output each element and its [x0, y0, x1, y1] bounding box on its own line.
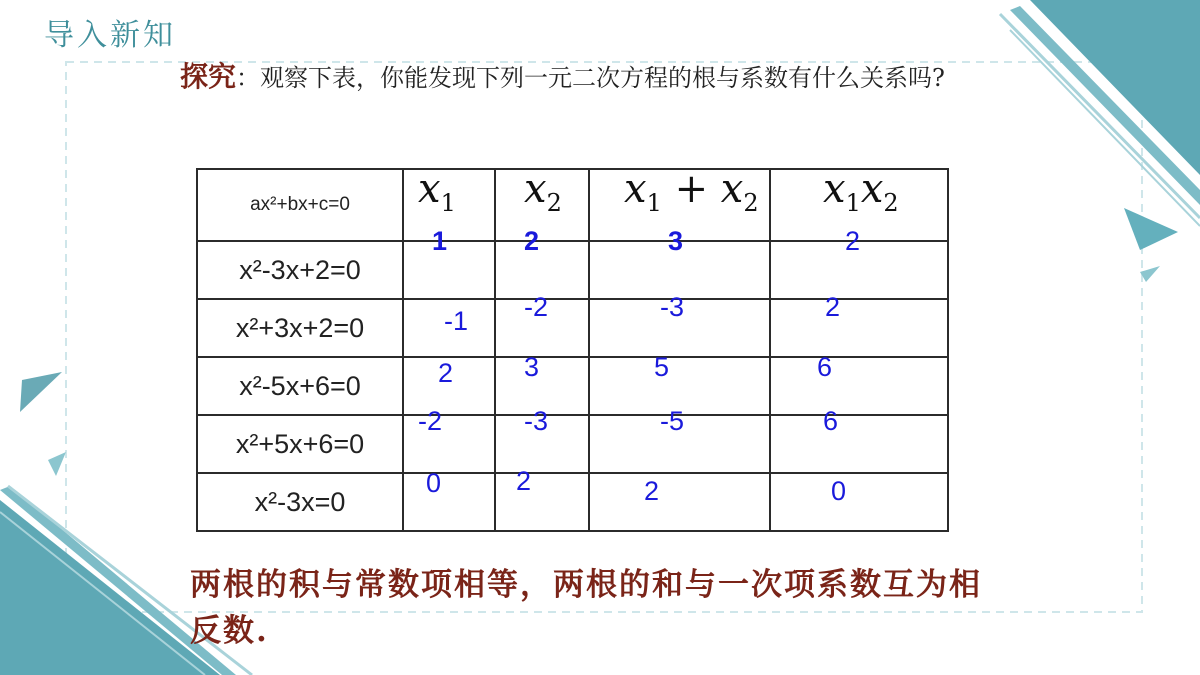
- x2-cell: [495, 466, 589, 531]
- table-row: [197, 241, 948, 299]
- x2-cell: [495, 406, 589, 473]
- x1-cell: [403, 226, 495, 299]
- sum-cell: [589, 226, 770, 299]
- x2-value: -2: [524, 292, 549, 322]
- product-cell: [770, 292, 948, 357]
- product-cell: [770, 352, 948, 415]
- product-cell: [770, 473, 948, 531]
- sum-value: 2: [644, 476, 660, 506]
- section-title: 导入新知: [44, 18, 176, 53]
- header-equation: ax²+bx+c=0: [197, 169, 403, 241]
- x2-cell: [495, 292, 589, 357]
- x2-cell: [495, 226, 589, 299]
- header-product: $x_1x_2$: [770, 169, 948, 241]
- roots-table: [196, 168, 949, 532]
- product-value: 6: [817, 352, 833, 382]
- equation-cell: x²-3x+2=0: [197, 241, 403, 299]
- x2-value: 3: [524, 352, 540, 382]
- equation-cell: x²-5x+6=0: [197, 357, 403, 415]
- inquiry-label: 探究: [180, 60, 237, 93]
- x2-value: 2: [516, 466, 532, 496]
- product-cell: [770, 406, 948, 473]
- equation-cell: x²+5x+6=0: [197, 415, 403, 473]
- table-row: [197, 473, 948, 531]
- product-cell: [770, 226, 948, 299]
- top-right-stripes: [1000, 0, 1200, 226]
- product-value: 2: [845, 226, 861, 256]
- x1-value: 1: [432, 226, 448, 256]
- header-x1: $x_1$: [403, 169, 495, 241]
- x1-cell: [403, 406, 495, 473]
- inquiry-prompt: [180, 46, 1040, 109]
- x2-value: -3: [524, 406, 549, 436]
- x1-value: 0: [426, 468, 442, 498]
- product-value: 2: [825, 292, 841, 322]
- product-value: 0: [831, 476, 847, 506]
- inquiry-text: ：观察下表，你能发现下列一元二次方程的根与系数有什么关系吗?: [236, 64, 945, 92]
- product-value: 6: [823, 406, 839, 436]
- x1-value: -2: [418, 406, 443, 436]
- table-row: [197, 299, 948, 357]
- sum-value: -5: [660, 406, 685, 436]
- x1-value: -1: [444, 306, 469, 336]
- equation-cell: x²+3x+2=0: [197, 299, 403, 357]
- sum-cell: [589, 292, 770, 357]
- sum-value: 3: [668, 226, 684, 256]
- equation-cell: x²-3x=0: [197, 473, 403, 531]
- sum-value: 5: [654, 352, 670, 382]
- sum-cell: [589, 473, 770, 531]
- header-x2: $x_2$: [495, 169, 589, 241]
- right-triangle-1: [1124, 208, 1178, 250]
- x1-cell: [403, 357, 495, 415]
- x1-cell: [403, 468, 495, 531]
- table-row: [197, 415, 948, 473]
- x1-value: 2: [438, 358, 454, 388]
- conclusion-text: 两根的积与常数项相等，两根的和与一次项系数互为相反数.: [190, 567, 982, 649]
- table-header-row: [197, 169, 948, 241]
- sum-cell: [589, 406, 770, 473]
- x2-value: 2: [524, 226, 540, 256]
- x1-cell: [403, 299, 495, 357]
- header-sum: $x_1 + x_2$: [589, 169, 770, 241]
- left-triangle-2: [48, 452, 66, 476]
- left-triangle-1: [20, 372, 62, 412]
- sum-value: -3: [660, 292, 685, 322]
